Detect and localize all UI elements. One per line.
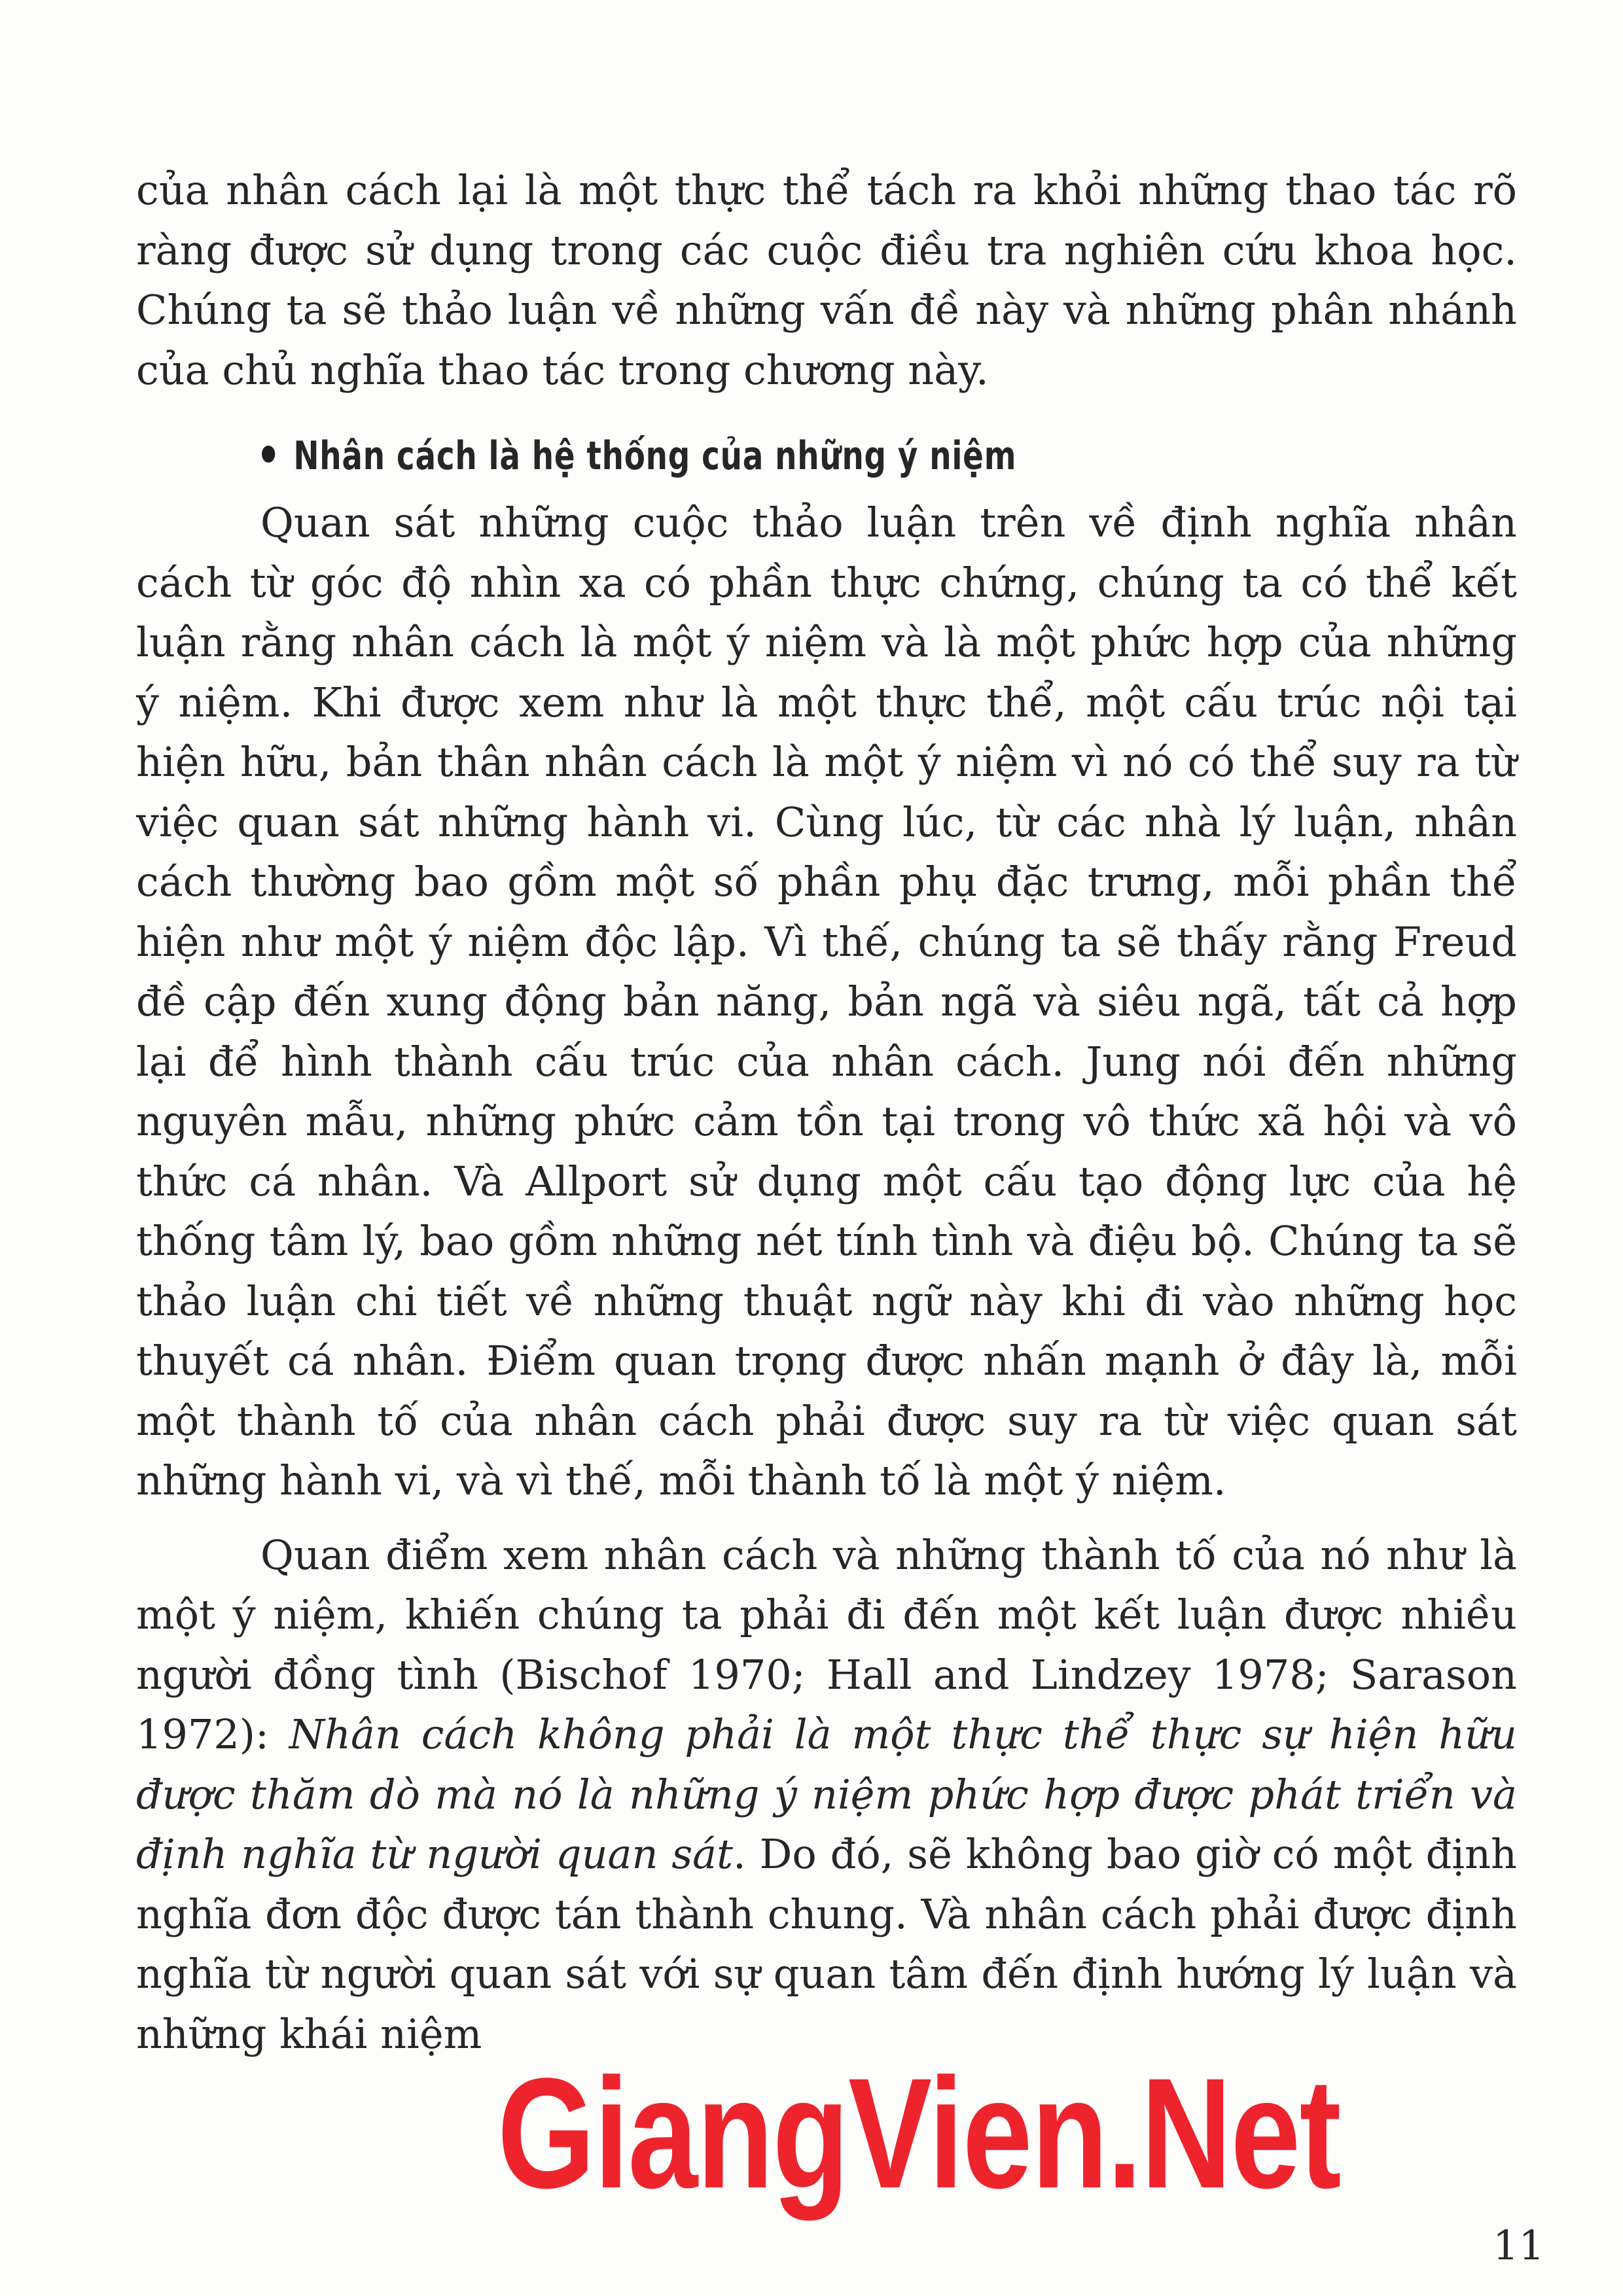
- paragraph-2-italic: Nhân cách không phải là một thực thể thực sự hiện hữu được thăm dò mà nó là những ý niệm phức hợp được phát triển và định nghĩa từ người quan sát: [136, 1710, 1517, 1878]
- watermark-logo: GiangVien.Net: [497, 2045, 1340, 2221]
- section-heading-text: Nhân cách là hệ thống của những ý niệm: [293, 433, 1017, 479]
- page-number: 11: [1493, 2221, 1544, 2269]
- section-heading: [262, 423, 1241, 489]
- paragraph-2-start: Quan điểm xem nhân cách và những thành tố của nó như là một ý niệm, khiến chúng ta phải đi đến một kết luận được nhiều người đồng tình (Bischof 1970; Hall and Lindzey 1978; Sarason 1972):: [136, 1530, 1517, 1758]
- paragraph-2: [136, 1525, 1517, 2064]
- body-text: [136, 160, 1517, 2064]
- paragraph-1: Quan sát những cuộc thảo luận trên về định nghĩa nhân cách từ góc độ nhìn xa có phần thực chứng, chúng ta có thể kết luận rằng nhân cách là một ý niệm và là một phức hợp của những ý niệm. Khi được xem như là một thực thể, một cấu trúc nội tại hiện hữu, bản thân nhân cách là một ý niệm vì nó có thể suy ra từ việc quan sát những hành vi. Cùng lúc, từ các nhà lý luận, nhân cách thường bao gồm một số phần phụ đặc trưng, mỗi phần thể hiện như một ý niệm độc lập. Vì thế, chúng ta sẽ thấy rằng Freud đề cập đến xung động bản năng, bản ngã và siêu ngã, tất cả hợp lại để hình thành cấu trúc của nhân cách. Jung nói đến những nguyên mẫu, những phức cảm tồn tại trong vô thức xã hội và vô thức cá nhân. Và Allport sử dụng một cấu tạo động lực của hệ thống tâm lý, bao gồm những nét tính tình và điệu bộ. Chúng ta sẽ thảo luận chi tiết về những thuật ngữ này khi đi vào những học thuyết cá nhân. Điểm quan trọng được nhấn mạnh ở đây là, mỗi một thành tố của nhân cách phải được suy ra từ việc quan sát những hành vi, và vì thế, mỗi thành tố là một ý niệm.: [136, 499, 1517, 1504]
- bullet-icon: [262, 446, 275, 463]
- paragraph-2-end: . Do đó, sẽ không bao giờ có một định nghĩa đơn độc được tán thành chung. Và nhân cách phải được định nghĩa từ người quan sát với sự quan tâm đến định hướng lý luận và những khái niệm: [136, 1830, 1517, 2058]
- intro-paragraph: của nhân cách lại là một thực thể tách ra khỏi những thao tác rõ ràng được sử dụng trong các cuộc điều tra nghiên cứu khoa học. Chúng ta sẽ thảo luận về những vấn đề này và những phân nhánh của chủ nghĩa thao tác trong chương này.: [136, 166, 1517, 394]
